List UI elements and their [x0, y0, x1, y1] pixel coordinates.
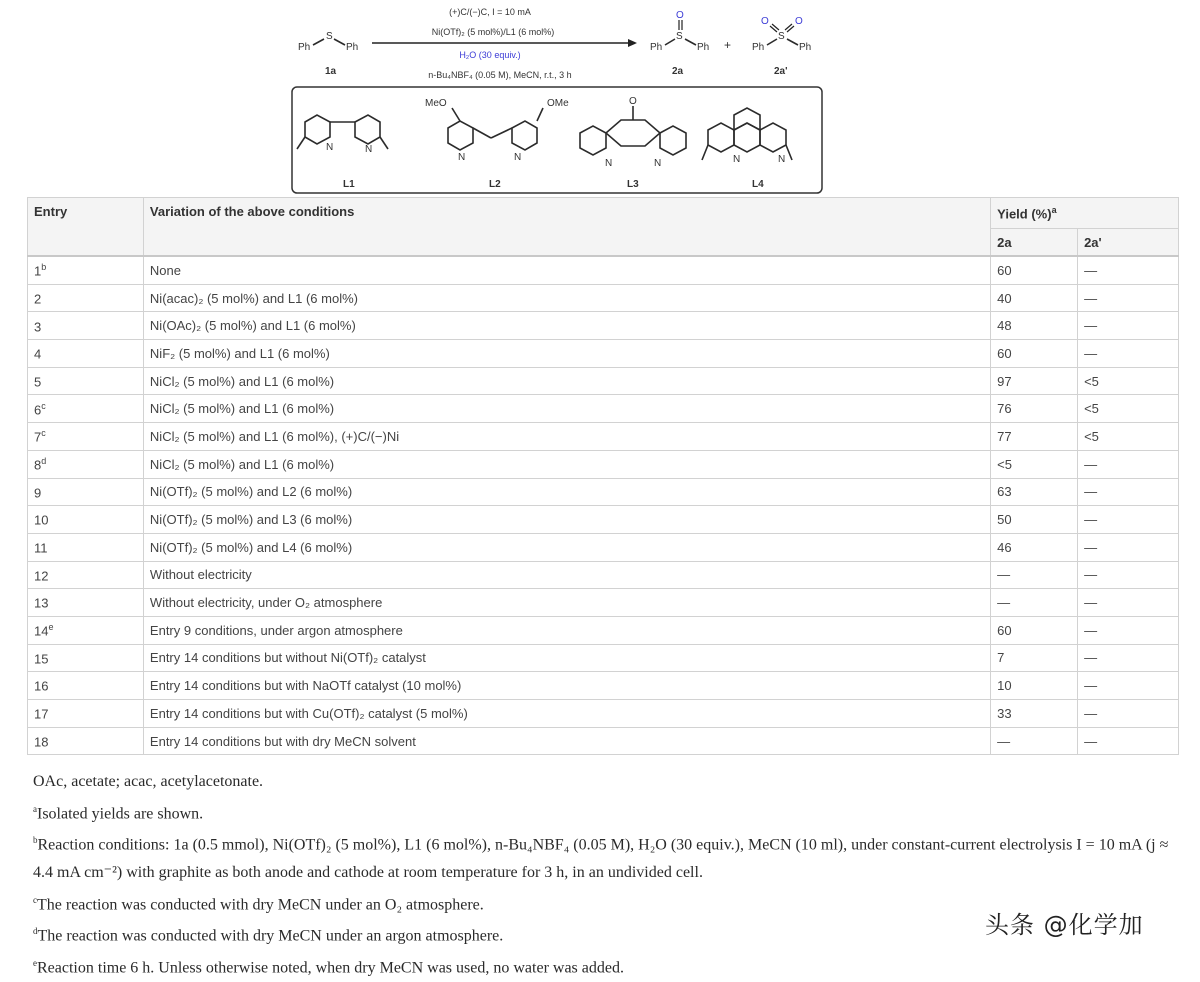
- svg-text:N: N: [458, 152, 466, 163]
- entry-cell: 14e: [28, 616, 144, 644]
- variation-cell: Entry 14 conditions but with dry MeCN solvent: [143, 727, 990, 755]
- variation-cell: Ni(OTf)₂ (5 mol%) and L4 (6 mol%): [143, 533, 990, 561]
- svg-text:n-Bu₄NBF₄ (0.05 M), MeCN, r.t.: n-Bu₄NBF₄ (0.05 M), MeCN, r.t., 3 h: [428, 70, 572, 80]
- table-row: [28, 616, 1179, 644]
- svg-text:N: N: [654, 158, 662, 169]
- entry-cell: 18: [28, 727, 144, 755]
- table-row: [28, 644, 1179, 672]
- table-row: [28, 450, 1179, 478]
- entry-cell: 7$^c$: [28, 423, 144, 451]
- yield-2a-prime-cell: —: [1078, 700, 1179, 728]
- footnote-abbreviations: OAc, acetate; acac, acetylacetonate.: [33, 773, 264, 790]
- entry-cell: 1$^b$: [28, 256, 144, 284]
- entry-cell: 9: [28, 478, 144, 506]
- product-sulfone: [752, 16, 811, 77]
- yield-2a-cell: 97: [991, 367, 1078, 395]
- yield-2a-cell: 50: [991, 506, 1078, 534]
- header-2a: 2a: [991, 229, 1078, 257]
- table-row: [28, 727, 1179, 755]
- svg-text:S: S: [326, 31, 333, 42]
- svg-text:2a': 2a': [774, 66, 788, 77]
- entry-cell: 17: [28, 700, 144, 728]
- product-sulfoxide: [650, 10, 709, 77]
- table-row: [28, 589, 1179, 617]
- yield-2a-prime-cell: —: [1078, 284, 1179, 312]
- yield-2a-prime-cell: —: [1078, 312, 1179, 340]
- svg-text:L3: L3: [627, 179, 639, 190]
- svg-text:O: O: [795, 16, 803, 27]
- arrow-head-icon: [628, 39, 637, 47]
- yield-2a-prime-cell: —: [1078, 561, 1179, 589]
- yield-2a-cell: —: [991, 727, 1078, 755]
- entry-cell: 6$^c$: [28, 395, 144, 423]
- table-row: [28, 367, 1179, 395]
- yield-2a-cell: 60: [991, 340, 1078, 368]
- svg-text:L1: L1: [343, 179, 355, 190]
- yield-2a-prime-cell: —: [1078, 450, 1179, 478]
- svg-text:Ph: Ph: [298, 42, 311, 53]
- svg-text:OMe: OMe: [547, 98, 569, 109]
- yield-2a-prime-cell: <5: [1078, 423, 1179, 451]
- variation-cell: NiCl₂ (5 mol%) and L1 (6 mol%): [143, 450, 990, 478]
- variation-cell: Entry 9 conditions, under argon atmosphere: [143, 616, 990, 644]
- variation-cell: NiCl₂ (5 mol%) and L1 (6 mol%): [143, 367, 990, 395]
- table-row: [28, 340, 1179, 368]
- table-row: [28, 423, 1179, 451]
- svg-text:Ph: Ph: [752, 42, 765, 53]
- footnote-b: $^b$Reaction conditions: 1a (0.5 mmol), Ni(OTf)₂ (5 mol%), L1 (6 mol%), n-Bu₄NBF₄ (0.05 M), H₂O (30 equiv.), MeCN (10 ml), under constant-current electrolysis I = 10 mA (j ≈ 4.4 mA cm⁻²) with graphite as both anode and cathode at room temperature for 3 h, in an undivided cell.: [33, 835, 1169, 882]
- entry-cell: 16: [28, 672, 144, 700]
- yield-2a-prime-cell: —: [1078, 589, 1179, 617]
- yield-2a-cell: 7: [991, 644, 1078, 672]
- table-row: [28, 256, 1179, 284]
- entry-cell: 4: [28, 340, 144, 368]
- table-row: [28, 561, 1179, 589]
- svg-text:H₂O (30 equiv.): H₂O (30 equiv.): [459, 50, 521, 60]
- yield-2a-cell: 60: [991, 256, 1078, 284]
- yield-2a-prime-cell: —: [1078, 616, 1179, 644]
- svg-text:N: N: [605, 158, 613, 169]
- table-row: [28, 312, 1179, 340]
- svg-text:S: S: [778, 31, 785, 42]
- yield-2a-cell: <5: [991, 450, 1078, 478]
- yield-2a-cell: —: [991, 561, 1078, 589]
- table-row: [28, 478, 1179, 506]
- yield-2a-cell: 60: [991, 616, 1078, 644]
- variation-cell: Entry 14 conditions but with NaOTf catalyst (10 mol%): [143, 672, 990, 700]
- yield-2a-cell: 10: [991, 672, 1078, 700]
- svg-text:N: N: [733, 154, 741, 165]
- reaction-conditions: [372, 7, 637, 80]
- svg-text:N: N: [778, 154, 786, 165]
- entry-cell: 2: [28, 284, 144, 312]
- svg-text:L2: L2: [489, 179, 501, 190]
- yield-2a-prime-cell: —: [1078, 727, 1179, 755]
- entry-cell: 3: [28, 312, 144, 340]
- yield-2a-prime-cell: <5: [1078, 395, 1179, 423]
- entry-cell: 10: [28, 506, 144, 534]
- yield-2a-cell: —: [991, 589, 1078, 617]
- footnote-e: $^e$Reaction time 6 h. Unless otherwise noted, when dry MeCN was used, no water was added.: [33, 958, 624, 977]
- svg-text:2a: 2a: [672, 66, 684, 77]
- variation-cell: Without electricity, under O₂ atmosphere: [143, 589, 990, 617]
- table-footnotes: [33, 768, 1173, 982]
- entry-cell: 11: [28, 533, 144, 561]
- variation-cell: NiCl₂ (5 mol%) and L1 (6 mol%), (+)C/(−)Ni: [143, 423, 990, 451]
- table-row: [28, 672, 1179, 700]
- ligand-l4-structure: [702, 108, 792, 190]
- reaction-scheme: [0, 0, 1200, 196]
- yield-2a-prime-cell: —: [1078, 533, 1179, 561]
- svg-text:Ni(OTf)₂ (5 mol%)/L1 (6 mol%): Ni(OTf)₂ (5 mol%)/L1 (6 mol%): [431, 27, 555, 37]
- svg-text:Ph: Ph: [697, 42, 710, 53]
- svg-text:N: N: [514, 152, 522, 163]
- reactant-diphenyl-sulfide: [298, 31, 358, 77]
- plus-sign: +: [724, 38, 732, 52]
- svg-text:O: O: [629, 96, 637, 107]
- yield-2a-cell: 76: [991, 395, 1078, 423]
- svg-text:O: O: [676, 10, 684, 21]
- variation-cell: Entry 14 conditions but with Cu(OTf)₂ catalyst (5 mol%): [143, 700, 990, 728]
- variation-cell: Ni(acac)₂ (5 mol%) and L1 (6 mol%): [143, 284, 990, 312]
- svg-text:O: O: [761, 16, 769, 27]
- yield-2a-cell: 63: [991, 478, 1078, 506]
- header-variation: Variation of the above conditions: [143, 198, 990, 257]
- table-row: [28, 506, 1179, 534]
- yield-2a-prime-cell: —: [1078, 478, 1179, 506]
- svg-text:L4: L4: [752, 179, 764, 190]
- entry-cell: 8$^d$: [28, 450, 144, 478]
- yield-2a-cell: 48: [991, 312, 1078, 340]
- svg-text:MeO: MeO: [425, 98, 447, 109]
- entry-cell: 15: [28, 644, 144, 672]
- svg-text:Ph: Ph: [799, 42, 812, 53]
- header-2a-prime: 2a': [1078, 229, 1179, 257]
- svg-text:N: N: [365, 144, 373, 155]
- svg-text:1a: 1a: [325, 66, 337, 77]
- yield-2a-prime-cell: —: [1078, 672, 1179, 700]
- yield-2a-cell: 33: [991, 700, 1078, 728]
- ligand-l1-structure: [297, 115, 388, 190]
- yield-2a-prime-cell: —: [1078, 644, 1179, 672]
- yield-2a-prime-cell: —: [1078, 256, 1179, 284]
- yield-2a-prime-cell: <5: [1078, 367, 1179, 395]
- yield-2a-cell: 77: [991, 423, 1078, 451]
- footnote-d: $^d$The reaction was conducted with dry MeCN under an argon atmosphere.: [33, 926, 504, 945]
- yield-2a-cell: 40: [991, 284, 1078, 312]
- yield-2a-cell: 46: [991, 533, 1078, 561]
- variation-cell: Ni(OAc)₂ (5 mol%) and L1 (6 mol%): [143, 312, 990, 340]
- variation-cell: NiF₂ (5 mol%) and L1 (6 mol%): [143, 340, 990, 368]
- optimization-table: [27, 197, 1179, 755]
- variation-cell: Entry 14 conditions but without Ni(OTf)₂ catalyst: [143, 644, 990, 672]
- entry-cell: 12: [28, 561, 144, 589]
- entry-cell: 13: [28, 589, 144, 617]
- footnote-c: $^c$The reaction was conducted with dry MeCN under an O₂ atmosphere.: [33, 894, 484, 913]
- ligand-l2-structure: [425, 98, 569, 190]
- variation-cell: Without electricity: [143, 561, 990, 589]
- variation-cell: Ni(OTf)₂ (5 mol%) and L2 (6 mol%): [143, 478, 990, 506]
- svg-text:N: N: [326, 142, 334, 153]
- variation-cell: Ni(OTf)₂ (5 mol%) and L3 (6 mol%): [143, 506, 990, 534]
- ligand-l3-structure: [580, 96, 686, 190]
- table-row: [28, 533, 1179, 561]
- footnote-a: $^a$Isolated yields are shown.: [33, 803, 204, 822]
- yield-2a-prime-cell: —: [1078, 340, 1179, 368]
- table-row: [28, 700, 1179, 728]
- header-entry: Entry: [28, 198, 144, 257]
- svg-text:Ph: Ph: [346, 42, 359, 53]
- variation-cell: None: [143, 256, 990, 284]
- svg-text:Ph: Ph: [650, 42, 663, 53]
- source-watermark: 头条 @化学加: [985, 911, 1144, 939]
- svg-text:(+)C/(−)C, I = 10 mA: (+)C/(−)C, I = 10 mA: [449, 7, 531, 17]
- variation-cell: NiCl₂ (5 mol%) and L1 (6 mol%): [143, 395, 990, 423]
- table-row: [28, 395, 1179, 423]
- table-row: [28, 284, 1179, 312]
- header-yield: Yield (%)$^a$: [991, 198, 1179, 229]
- svg-text:S: S: [676, 31, 683, 42]
- entry-cell: 5: [28, 367, 144, 395]
- yield-2a-prime-cell: —: [1078, 506, 1179, 534]
